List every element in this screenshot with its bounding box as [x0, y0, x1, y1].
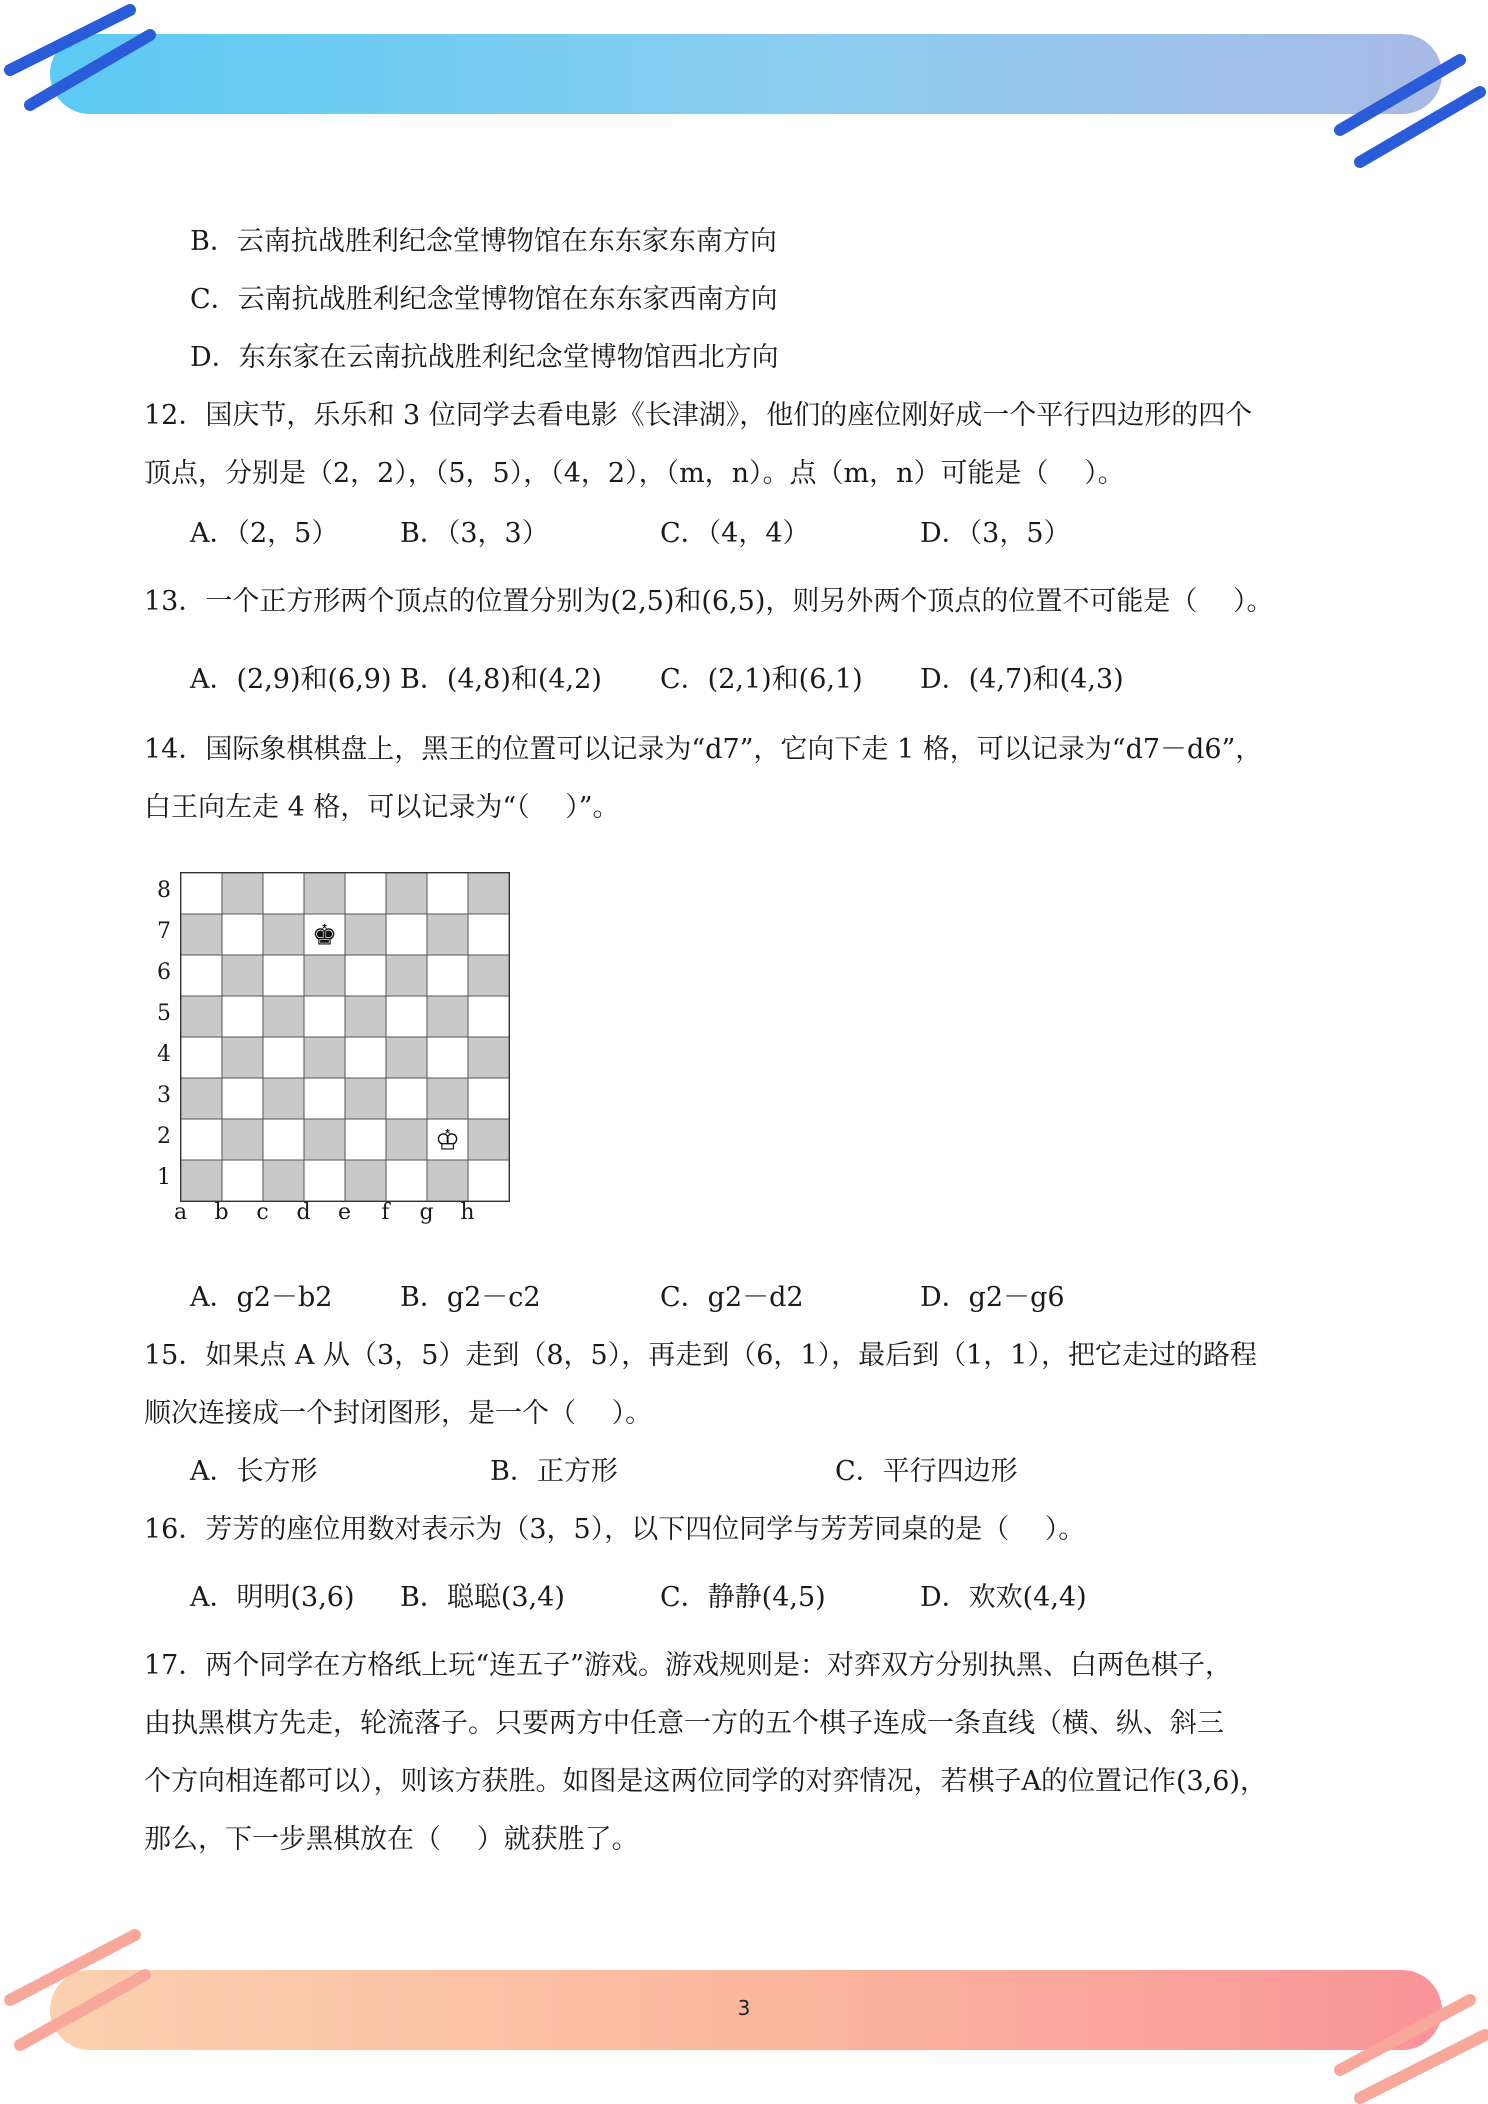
q14-stem-line2: 白王向左走 4 格，可以记录为“（ ）”。: [144, 792, 620, 823]
board-square-b3: [222, 1078, 263, 1119]
board-square-b1: [222, 1160, 263, 1201]
board-square-a4: [181, 1037, 222, 1078]
q17-stem-line3: 个方向相连都可以），则该方获胜。如图是这两位同学的对弈情况，若棋子A的位置记作(3,6)，: [144, 1766, 1268, 1797]
board-square-a1: [181, 1160, 222, 1201]
board-square-g8: [427, 873, 468, 914]
board-square-b4: [222, 1037, 263, 1078]
board-square-c6: [263, 955, 304, 996]
board-square-c8: [263, 873, 304, 914]
board-square-c5: [263, 996, 304, 1037]
q16-option-c: C．静静(4,5): [660, 1582, 826, 1613]
q14-option-b: B．g2－c2: [400, 1282, 541, 1313]
file-label: c: [256, 1200, 269, 1225]
board-square-e5: [345, 996, 386, 1037]
board-square-e3: [345, 1078, 386, 1119]
board-square-g6: [427, 955, 468, 996]
rank-label: 1: [157, 1165, 171, 1190]
rank-label: 3: [157, 1083, 171, 1108]
q14-option-a: A．g2－b2: [190, 1282, 333, 1313]
prev-option-b: B．云南抗战胜利纪念堂博物馆在东东家东南方向: [190, 226, 777, 257]
q14-stem-line1: 14．国际象棋棋盘上，黑王的位置可以记录为“d7”，它向下走 1 格，可以记录为“d7－d6”，: [144, 734, 1263, 765]
board-square-e1: [345, 1160, 386, 1201]
board-square-f5: [386, 996, 427, 1037]
q14-option-c: C．g2－d2: [660, 1282, 804, 1313]
board-square-d3: [304, 1078, 345, 1119]
file-label: a: [173, 1200, 188, 1225]
board-square-h7: [468, 914, 509, 955]
black-king-icon: ♚: [311, 918, 338, 952]
q12-option-b: B．（3，3）: [400, 518, 549, 549]
q16-option-b: B．聪聪(3,4): [400, 1582, 565, 1613]
board-square-d6: [304, 955, 345, 996]
q17-stem-line4: 那么，下一步黑棋放在（ ）就获胜了。: [144, 1824, 639, 1855]
q16-option-d: D．欢欢(4,4): [920, 1582, 1087, 1613]
board-square-b5: [222, 996, 263, 1037]
board-square-b8: [222, 873, 263, 914]
board-square-c3: [263, 1078, 304, 1119]
q12-option-c: C．（4，4）: [660, 518, 810, 549]
board-square-f3: [386, 1078, 427, 1119]
chessboard: [180, 872, 510, 1202]
board-square-f2: [386, 1119, 427, 1160]
q17-stem-line1: 17．两个同学在方格纸上玩“连五子”游戏。游戏规则是：对弈双方分别执黑、白两色棋子，: [144, 1650, 1232, 1681]
q17-stem-line2: 由执黑棋方先走，轮流落子。只要两方中任意一方的五个棋子连成一条直线（横、纵、斜三: [144, 1708, 1224, 1739]
q15-stem-line1: 15．如果点 A 从（3，5）走到（8，5），再走到（6，1），最后到（1，1），把它走过的路程: [144, 1340, 1257, 1371]
rank-label: 2: [157, 1124, 171, 1149]
board-square-h4: [468, 1037, 509, 1078]
prev-option-c: C．云南抗战胜利纪念堂博物馆在东东家西南方向: [190, 284, 778, 315]
board-square-f1: [386, 1160, 427, 1201]
board-square-c7: [263, 914, 304, 955]
file-label: g: [419, 1200, 434, 1225]
board-square-a7: [181, 914, 222, 955]
board-square-h3: [468, 1078, 509, 1119]
board-square-g3: [427, 1078, 468, 1119]
rank-label: 6: [157, 960, 171, 985]
file-label: h: [460, 1200, 475, 1225]
board-square-f6: [386, 955, 427, 996]
board-square-h5: [468, 996, 509, 1037]
q15-option-b: B．正方形: [490, 1456, 618, 1487]
q12-stem-line1: 12．国庆节，乐乐和 3 位同学去看电影《长津湖》，他们的座位刚好成一个平行四边形的四个: [144, 400, 1253, 431]
chessboard-grid: [181, 873, 509, 1201]
board-square-h2: [468, 1119, 509, 1160]
q12-option-a: A．（2，5）: [190, 518, 339, 549]
board-square-g1: [427, 1160, 468, 1201]
board-square-d1: [304, 1160, 345, 1201]
board-square-e6: [345, 955, 386, 996]
q13-option-a: A．(2,9)和(6,9): [190, 664, 392, 695]
board-square-h1: [468, 1160, 509, 1201]
board-square-g7: [427, 914, 468, 955]
board-square-b6: [222, 955, 263, 996]
board-square-g5: [427, 996, 468, 1037]
board-square-c4: [263, 1037, 304, 1078]
q13-option-c: C．(2,1)和(6,1): [660, 664, 863, 695]
page-number: 3: [737, 1996, 751, 2020]
board-square-b7: [222, 914, 263, 955]
q12-stem-line2: 顶点，分别是（2，2），（5，5），（4，2），（m，n）。点（m，n）可能是（ ）。: [144, 458, 1125, 489]
q16-option-a: A．明明(3,6): [190, 1582, 355, 1613]
board-square-a2: [181, 1119, 222, 1160]
board-square-f8: [386, 873, 427, 914]
file-label: d: [296, 1200, 311, 1225]
board-square-h6: [468, 955, 509, 996]
rank-label: 4: [157, 1042, 171, 1067]
board-square-f7: [386, 914, 427, 955]
q13-option-d: D．(4,7)和(4,3): [920, 664, 1124, 695]
rank-label: 7: [157, 919, 171, 944]
board-square-e2: [345, 1119, 386, 1160]
board-square-d4: [304, 1037, 345, 1078]
q15-option-a: A．长方形: [190, 1456, 318, 1487]
board-square-e4: [345, 1037, 386, 1078]
board-square-d8: [304, 873, 345, 914]
file-label: f: [381, 1200, 390, 1225]
board-square-e7: [345, 914, 386, 955]
prev-option-d: D．东东家在云南抗战胜利纪念堂博物馆西北方向: [190, 342, 779, 373]
file-label: b: [214, 1200, 229, 1225]
white-king-icon: ♔: [434, 1123, 461, 1157]
board-square-c2: [263, 1119, 304, 1160]
board-square-f4: [386, 1037, 427, 1078]
q15-option-c: C．平行四边形: [835, 1456, 1018, 1487]
board-square-a6: [181, 955, 222, 996]
board-square-c1: [263, 1160, 304, 1201]
q14-option-d: D．g2－g6: [920, 1282, 1065, 1313]
q16-stem: 16．芳芳的座位用数对表示为（3，5），以下四位同学与芳芳同桌的是（ ）。: [144, 1514, 1086, 1545]
board-square-b2: [222, 1119, 263, 1160]
board-square-d2: [304, 1119, 345, 1160]
board-square-a5: [181, 996, 222, 1037]
rank-label: 5: [157, 1001, 171, 1026]
q13-stem: 13．一个正方形两个顶点的位置分别为(2,5)和(6,5)，则另外两个顶点的位置不可能是（ ）。: [144, 586, 1274, 617]
rank-label: 8: [157, 878, 171, 903]
board-square-e8: [345, 873, 386, 914]
board-square-a3: [181, 1078, 222, 1119]
q13-option-b: B．(4,8)和(4,2): [400, 664, 602, 695]
board-square-g4: [427, 1037, 468, 1078]
q15-stem-line2: 顺次连接成一个封闭图形，是一个（ ）。: [144, 1398, 653, 1429]
board-square-h8: [468, 873, 509, 914]
board-square-a8: [181, 873, 222, 914]
file-label: e: [337, 1200, 352, 1225]
q12-option-d: D．（3，5）: [920, 518, 1071, 549]
board-square-d5: [304, 996, 345, 1037]
